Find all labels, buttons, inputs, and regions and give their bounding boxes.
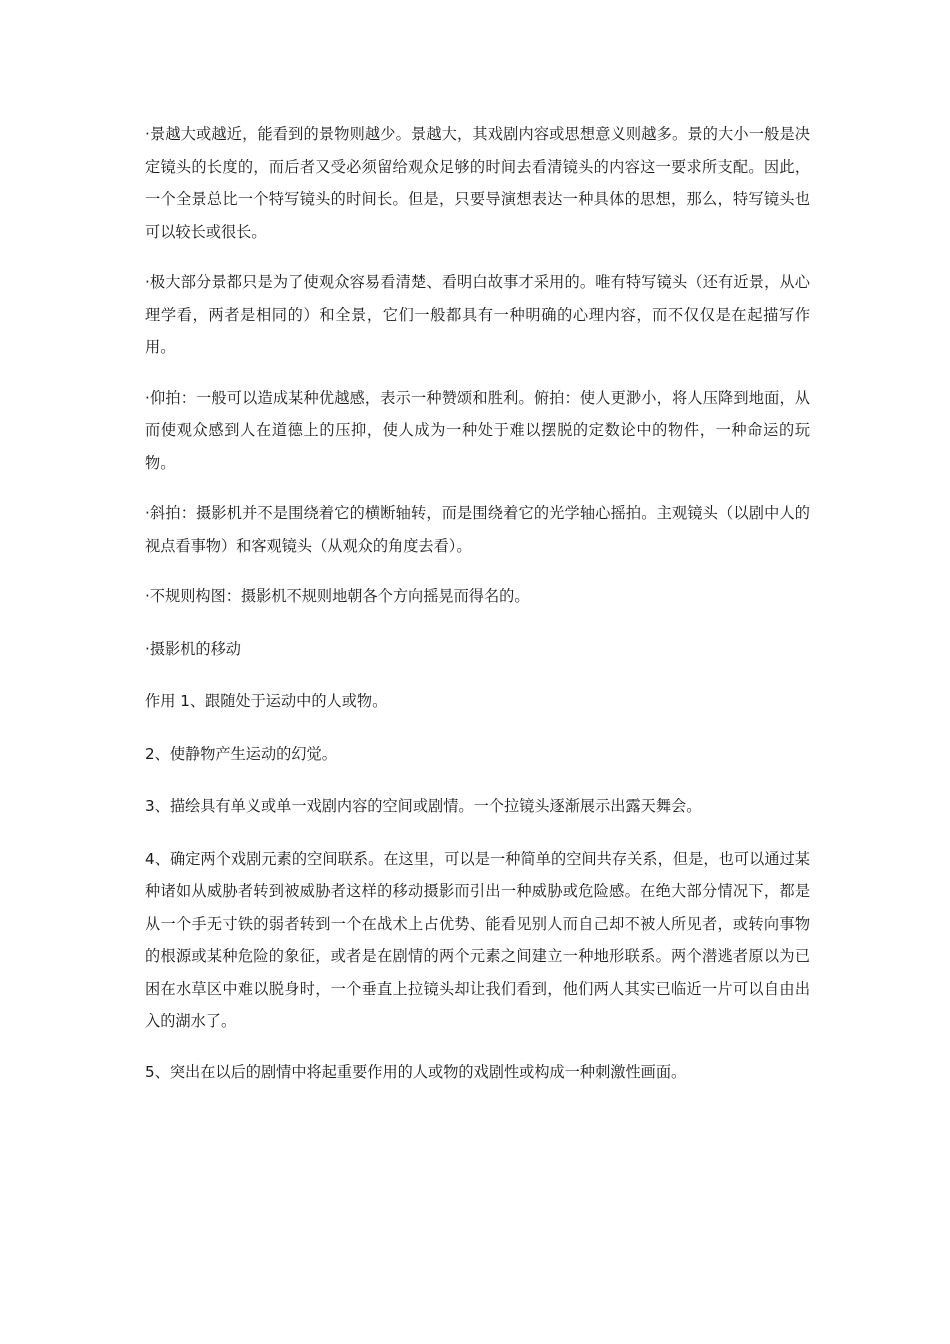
paragraph-camera-movement: ·摄影机的移动: [145, 639, 241, 658]
paragraph-function-5: 5、突出在以后的剧情中将起重要作用的人或物的戏剧性或构成一种刺激性画面。: [145, 1062, 687, 1081]
paragraph-low-high-angle: ·仰拍：一般可以造成某种优越感，表示一种赞颂和胜利。俯拍：使人更渺小，将人压降到地面，从而使观众感到人在道德上的压抑，使人成为一种处于难以摆脱的定数论中的物件，一种命运的玩物。: [145, 388, 810, 472]
paragraph-function-3: 3、描绘具有单义或单一戏剧内容的空间或剧情。一个拉镜头逐渐展示出露天舞会。: [145, 797, 702, 815]
paragraph-function-1: 作用 1、跟随处于运动中的人或物。: [145, 692, 388, 710]
paragraph-function-2: 2、使静物产生运动的幻觉。: [145, 744, 337, 763]
document-page: [145, 118, 810, 1108]
paragraph-closeup: ·极大部分景都只是为了使观众容易看清楚、看明白故事才采用的。唯有特写镜头（还有近景，从心理学看，两者是相同的）和全景，它们一般都具有一种明确的心理内容，而不仅仅是在起描写作用。: [145, 273, 810, 356]
paragraph-irregular-composition: ·不规则构图：摄影机不规则地朝各个方向摇晃而得名的。: [145, 587, 530, 605]
paragraph-function-4: 4、确定两个戏剧元素的空间联系。在这里，可以是一种简单的空间共存关系，但是，也可以通过某种诸如从威胁者转到被威胁者这样的移动摄影而引出一种威胁或危险感。在绝大部分情况下，都是从一个手无寸铁的弱者转到一个在战术上占优势、能看见别人而自己却不被人所见者，或转向事物的根源或某种危险的象征，或者是在剧情的两个元素之间建立一种地形联系。两个潜逃者原以为已困在水草区中难以脱身时，一个垂直上拉镜头却让我们看到，他们两人其实已临近一片可以自由出入的湖水了。: [145, 849, 810, 1030]
paragraph-tilted-shot: ·斜拍：摄影机并不是围绕着它的横断轴转，而是围绕着它的光学轴心摇拍。主观镜头（以剧中人的视点看事物）和客观镜头（从观众的角度去看）。: [145, 504, 810, 555]
paragraph-shot-size: ·景越大或越近，能看到的景物则越少。景越大，其戏剧内容或思想意义则越多。景的大小一般是决定镜头的长度的，而后者又受必须留给观众足够的时间去看清镜头的内容这一要求所支配。因此，一个全景总比一个特写镜头的时间长。但是，只要导演想表达一种具体的思想，那么，特写镜头也可以较长或很长。: [145, 125, 810, 241]
